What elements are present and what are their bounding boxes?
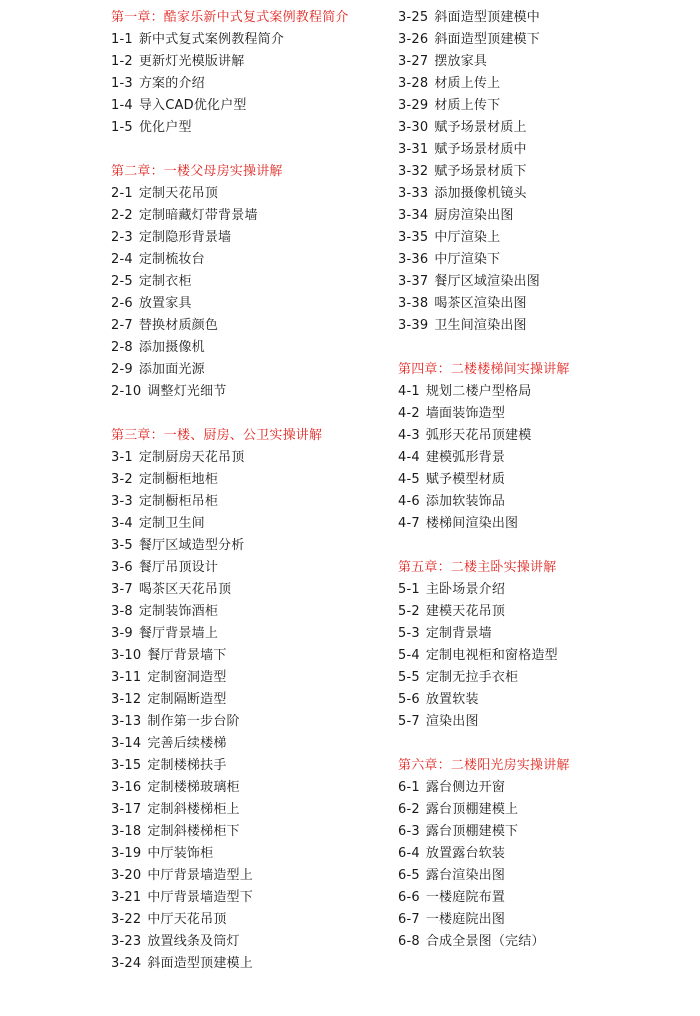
lesson-number: 3-24: [111, 956, 142, 971]
lesson-title: 建模天花吊顶: [425, 604, 506, 619]
lesson-number: 3-17: [111, 802, 142, 817]
chapter-section: [111, 161, 391, 403]
lesson-title: 定制背景墙: [425, 626, 492, 641]
lesson-item: [398, 777, 693, 799]
lesson-number: 6-1: [398, 780, 420, 795]
lesson-title: 弧形天花吊顶建模: [425, 428, 532, 443]
lesson-title: 添加软装饰品: [425, 494, 506, 509]
section-spacer: [111, 403, 391, 425]
lesson-number: 3-11: [111, 670, 142, 685]
lesson-item: [398, 403, 693, 425]
toc-left-column: [111, 7, 391, 975]
lesson-item: [398, 601, 693, 623]
lesson-title: 优化户型: [138, 120, 192, 135]
lesson-title: 定制无拉手衣柜: [425, 670, 519, 685]
lesson-number: 2-5: [111, 274, 133, 289]
lesson-number: 5-2: [398, 604, 420, 619]
lesson-item: [111, 777, 391, 799]
lesson-item: [111, 689, 391, 711]
toc-right-column: [398, 7, 693, 953]
lesson-title: 餐厅区域造型分析: [138, 538, 245, 553]
lesson-title: 露台渲染出图: [425, 868, 506, 883]
lesson-number: 3-9: [111, 626, 133, 641]
lesson-item: [398, 425, 693, 447]
lesson-item: [111, 953, 391, 975]
lesson-title: 一楼庭院出图: [425, 912, 506, 927]
lesson-item: [111, 601, 391, 623]
lesson-number: 3-37: [398, 274, 429, 289]
lesson-item: [111, 821, 391, 843]
lesson-title: 斜面造型顶建模下: [434, 32, 540, 47]
lesson-title: 中厅天花吊顶: [147, 912, 227, 927]
lesson-number: 1-1: [111, 32, 133, 47]
lesson-title: 中厅背景墙造型上: [147, 868, 253, 883]
lesson-number: 4-5: [398, 472, 420, 487]
lesson-number: 3-27: [398, 54, 429, 69]
lesson-title: 定制楼梯玻璃柜: [147, 780, 240, 795]
lesson-item: [398, 469, 693, 491]
lesson-number: 3-28: [398, 76, 429, 91]
lesson-number: 3-2: [111, 472, 133, 487]
lesson-number: 5-4: [398, 648, 420, 663]
lesson-title: 中厅背景墙造型下: [147, 890, 253, 905]
lesson-item: [398, 183, 693, 205]
lesson-item: [398, 447, 693, 469]
lesson-number: 2-2: [111, 208, 133, 223]
lesson-title: 餐厅背景墙下: [147, 648, 227, 663]
lesson-title: 赋予模型材质: [425, 472, 506, 487]
lesson-title: 喝茶区渲染出图: [434, 296, 527, 311]
lesson-item: [111, 645, 391, 667]
lesson-number: 3-20: [111, 868, 142, 883]
lesson-number: 5-7: [398, 714, 420, 729]
lesson-title: 中厅渲染下: [434, 252, 501, 267]
lesson-item: [398, 909, 693, 931]
lesson-item: [111, 579, 391, 601]
lesson-title: 放置露台软装: [425, 846, 506, 861]
lesson-item: [398, 29, 693, 51]
lesson-item: [398, 381, 693, 403]
lesson-title: 定制橱柜吊柜: [138, 494, 219, 509]
lesson-item: [111, 733, 391, 755]
lesson-item: [398, 821, 693, 843]
lesson-number: 2-4: [111, 252, 133, 267]
lesson-title: 定制衣柜: [138, 274, 192, 289]
lesson-number: 3-39: [398, 318, 429, 333]
lesson-title: 定制厨房天花吊顶: [138, 450, 245, 465]
lesson-item: [398, 7, 693, 29]
chapter-section: [398, 7, 693, 337]
lesson-number: 6-7: [398, 912, 420, 927]
lesson-item: [398, 799, 693, 821]
lesson-item: [398, 51, 693, 73]
lesson-title: 放置线条及筒灯: [147, 934, 240, 949]
lesson-item: [111, 227, 391, 249]
lesson-title: 赋予场景材质上: [434, 120, 527, 135]
lesson-item: [398, 139, 693, 161]
section-spacer: [111, 139, 391, 161]
lesson-item: [398, 623, 693, 645]
lesson-item: [111, 931, 391, 953]
lesson-title: 定制斜楼梯柜下: [147, 824, 240, 839]
lesson-number: 3-8: [111, 604, 133, 619]
lesson-title: 更新灯光模版讲解: [138, 54, 245, 69]
lesson-item: [111, 293, 391, 315]
lesson-number: 5-1: [398, 582, 420, 597]
lesson-title: 规划二楼户型格局: [425, 384, 532, 399]
lesson-number: 5-5: [398, 670, 420, 685]
chapter-title: 第三章：一楼、厨房、公卫实操讲解: [111, 428, 323, 443]
lesson-item: [111, 909, 391, 931]
lesson-item: [111, 271, 391, 293]
lesson-item: [111, 755, 391, 777]
lesson-title: 中厅装饰柜: [147, 846, 214, 861]
lesson-title: 替换材质颜色: [138, 318, 219, 333]
lesson-title: 一楼庭院布置: [425, 890, 506, 905]
lesson-title: 露台顶棚建模下: [425, 824, 519, 839]
lesson-title: 斜面造型顶建模中: [434, 10, 540, 25]
lesson-title: 楼梯间渲染出图: [425, 516, 519, 531]
lesson-title: 餐厅区域渲染出图: [434, 274, 540, 289]
lesson-item: [111, 29, 391, 51]
lesson-item: [111, 183, 391, 205]
lesson-number: 4-7: [398, 516, 420, 531]
lesson-number: 1-3: [111, 76, 133, 91]
lesson-item: [111, 73, 391, 95]
lesson-number: 3-26: [398, 32, 429, 47]
lesson-title: 赋予场景材质下: [434, 164, 527, 179]
lesson-title: 新中式复式案例教程简介: [138, 32, 285, 47]
lesson-number: 6-3: [398, 824, 420, 839]
lesson-item: [111, 447, 391, 469]
lesson-item: [398, 271, 693, 293]
lesson-item: [398, 249, 693, 271]
lesson-number: 3-22: [111, 912, 142, 927]
lesson-item: [111, 557, 391, 579]
lesson-number: 6-6: [398, 890, 420, 905]
lesson-number: 3-3: [111, 494, 133, 509]
lesson-title: 定制斜楼梯柜上: [147, 802, 240, 817]
lesson-item: [111, 623, 391, 645]
lesson-number: 2-9: [111, 362, 133, 377]
lesson-title: 方案的介绍: [138, 76, 205, 91]
lesson-title: 材质上传上: [434, 76, 501, 91]
lesson-title: 导入CAD优化户型: [138, 98, 247, 113]
lesson-title: 中厅渲染上: [434, 230, 501, 245]
lesson-title: 定制橱柜地柜: [138, 472, 219, 487]
lesson-number: 3-21: [111, 890, 142, 905]
lesson-item: [398, 689, 693, 711]
lesson-item: [111, 667, 391, 689]
lesson-title: 赋予场景材质中: [434, 142, 527, 157]
lesson-number: 2-3: [111, 230, 133, 245]
lesson-item: [398, 711, 693, 733]
lesson-item: [398, 513, 693, 535]
chapter-section: [111, 7, 391, 139]
lesson-title: 厨房渲染出图: [434, 208, 514, 223]
lesson-title: 定制隔断造型: [147, 692, 227, 707]
lesson-number: 4-3: [398, 428, 420, 443]
lesson-item: [111, 887, 391, 909]
lesson-item: [398, 293, 693, 315]
lesson-number: 3-15: [111, 758, 142, 773]
lesson-title: 主卧场景介绍: [425, 582, 506, 597]
lesson-item: [111, 865, 391, 887]
section-spacer: [398, 733, 693, 755]
lesson-item: [111, 535, 391, 557]
lesson-title: 放置家具: [138, 296, 192, 311]
lesson-title: 放置软装: [425, 692, 479, 707]
lesson-number: 3-38: [398, 296, 429, 311]
chapter-section: [398, 359, 693, 535]
lesson-number: 3-32: [398, 164, 429, 179]
lesson-title: 建模弧形背景: [425, 450, 506, 465]
lesson-title: 摆放家具: [434, 54, 488, 69]
chapter-title: 第一章：酷家乐新中式复式案例教程简介: [111, 10, 349, 25]
lesson-title: 定制隐形背景墙: [138, 230, 232, 245]
lesson-item: [111, 337, 391, 359]
lesson-number: 4-2: [398, 406, 420, 421]
lesson-title: 卫生间渲染出图: [434, 318, 527, 333]
lesson-number: 1-2: [111, 54, 133, 69]
lesson-number: 3-25: [398, 10, 429, 25]
course-table-of-contents: [0, 7, 700, 1007]
lesson-item: [398, 667, 693, 689]
chapter-title: 第四章：二楼楼梯间实操讲解: [398, 362, 570, 377]
lesson-number: 4-6: [398, 494, 420, 509]
lesson-item: [398, 645, 693, 667]
lesson-item: [111, 711, 391, 733]
lesson-number: 3-31: [398, 142, 429, 157]
lesson-item: [111, 95, 391, 117]
lesson-number: 3-29: [398, 98, 429, 113]
lesson-title: 餐厅吊顶设计: [138, 560, 219, 575]
lesson-item: [398, 865, 693, 887]
lesson-item: [111, 843, 391, 865]
lesson-title: 露台侧边开窗: [425, 780, 506, 795]
lesson-title: 添加面光源: [138, 362, 205, 377]
lesson-number: 6-4: [398, 846, 420, 861]
chapter-section: [398, 755, 693, 953]
lesson-title: 材质上传下: [434, 98, 501, 113]
lesson-number: 3-10: [111, 648, 142, 663]
lesson-item: [111, 381, 391, 403]
lesson-number: 5-3: [398, 626, 420, 641]
lesson-number: 2-10: [111, 384, 142, 399]
lesson-item: [398, 117, 693, 139]
lesson-item: [398, 95, 693, 117]
chapter-section: [398, 557, 693, 733]
chapter-title: 第二章：一楼父母房实操讲解: [111, 164, 283, 179]
lesson-number: 5-6: [398, 692, 420, 707]
lesson-number: 3-6: [111, 560, 133, 575]
lesson-item: [398, 227, 693, 249]
lesson-title: 调整灯光细节: [147, 384, 227, 399]
lesson-number: 3-14: [111, 736, 142, 751]
lesson-number: 3-30: [398, 120, 429, 135]
chapter-section: [111, 425, 391, 975]
lesson-number: 3-4: [111, 516, 133, 531]
lesson-title: 添加摄像机: [138, 340, 205, 355]
lesson-number: 1-4: [111, 98, 133, 113]
section-spacer: [398, 535, 693, 557]
lesson-number: 3-23: [111, 934, 142, 949]
lesson-title: 定制暗藏灯带背景墙: [138, 208, 258, 223]
lesson-title: 墙面装饰造型: [425, 406, 506, 421]
lesson-title: 餐厅背景墙上: [138, 626, 219, 641]
lesson-number: 6-8: [398, 934, 420, 949]
lesson-number: 6-2: [398, 802, 420, 817]
lesson-title: 定制装饰酒柜: [138, 604, 219, 619]
lesson-number: 3-13: [111, 714, 142, 729]
lesson-item: [398, 161, 693, 183]
lesson-item: [398, 205, 693, 227]
lesson-title: 添加摄像机镜头: [434, 186, 527, 201]
lesson-number: 4-1: [398, 384, 420, 399]
lesson-item: [398, 315, 693, 337]
lesson-item: [111, 205, 391, 227]
lesson-number: 6-5: [398, 868, 420, 883]
lesson-title: 完善后续楼梯: [147, 736, 227, 751]
lesson-item: [398, 491, 693, 513]
lesson-number: 3-36: [398, 252, 429, 267]
lesson-number: 3-33: [398, 186, 429, 201]
lesson-item: [111, 359, 391, 381]
lesson-title: 喝茶区天花吊顶: [138, 582, 232, 597]
lesson-number: 2-6: [111, 296, 133, 311]
lesson-item: [111, 513, 391, 535]
lesson-number: 3-34: [398, 208, 429, 223]
lesson-title: 定制天花吊顶: [138, 186, 219, 201]
lesson-number: 2-1: [111, 186, 133, 201]
lesson-item: [398, 931, 693, 953]
lesson-number: 2-8: [111, 340, 133, 355]
lesson-item: [111, 117, 391, 139]
lesson-item: [111, 491, 391, 513]
lesson-title: 制作第一步台阶: [147, 714, 240, 729]
lesson-title: 斜面造型顶建模上: [147, 956, 253, 971]
lesson-number: 3-1: [111, 450, 133, 465]
lesson-title: 定制卫生间: [138, 516, 205, 531]
lesson-title: 定制梳妆台: [138, 252, 205, 267]
lesson-item: [111, 249, 391, 271]
lesson-title: 露台顶棚建模上: [425, 802, 519, 817]
lesson-title: 定制电视柜和窗格造型: [425, 648, 558, 663]
lesson-number: 2-7: [111, 318, 133, 333]
lesson-number: 1-5: [111, 120, 133, 135]
lesson-number: 3-5: [111, 538, 133, 553]
section-spacer: [398, 337, 693, 359]
lesson-number: 3-18: [111, 824, 142, 839]
lesson-item: [111, 51, 391, 73]
lesson-number: 3-19: [111, 846, 142, 861]
lesson-number: 3-12: [111, 692, 142, 707]
lesson-item: [111, 315, 391, 337]
lesson-title: 合成全景图（完结）: [425, 934, 545, 949]
lesson-item: [398, 579, 693, 601]
lesson-item: [398, 843, 693, 865]
chapter-title: 第六章：二楼阳光房实操讲解: [398, 758, 570, 773]
lesson-title: 定制楼梯扶手: [147, 758, 227, 773]
lesson-title: 渲染出图: [425, 714, 479, 729]
lesson-number: 3-35: [398, 230, 429, 245]
lesson-number: 3-7: [111, 582, 133, 597]
lesson-item: [398, 887, 693, 909]
chapter-title: 第五章：二楼主卧实操讲解: [398, 560, 557, 575]
lesson-item: [398, 73, 693, 95]
lesson-title: 定制窗洞造型: [147, 670, 227, 685]
lesson-item: [111, 469, 391, 491]
lesson-number: 3-16: [111, 780, 142, 795]
lesson-item: [111, 799, 391, 821]
lesson-number: 4-4: [398, 450, 420, 465]
